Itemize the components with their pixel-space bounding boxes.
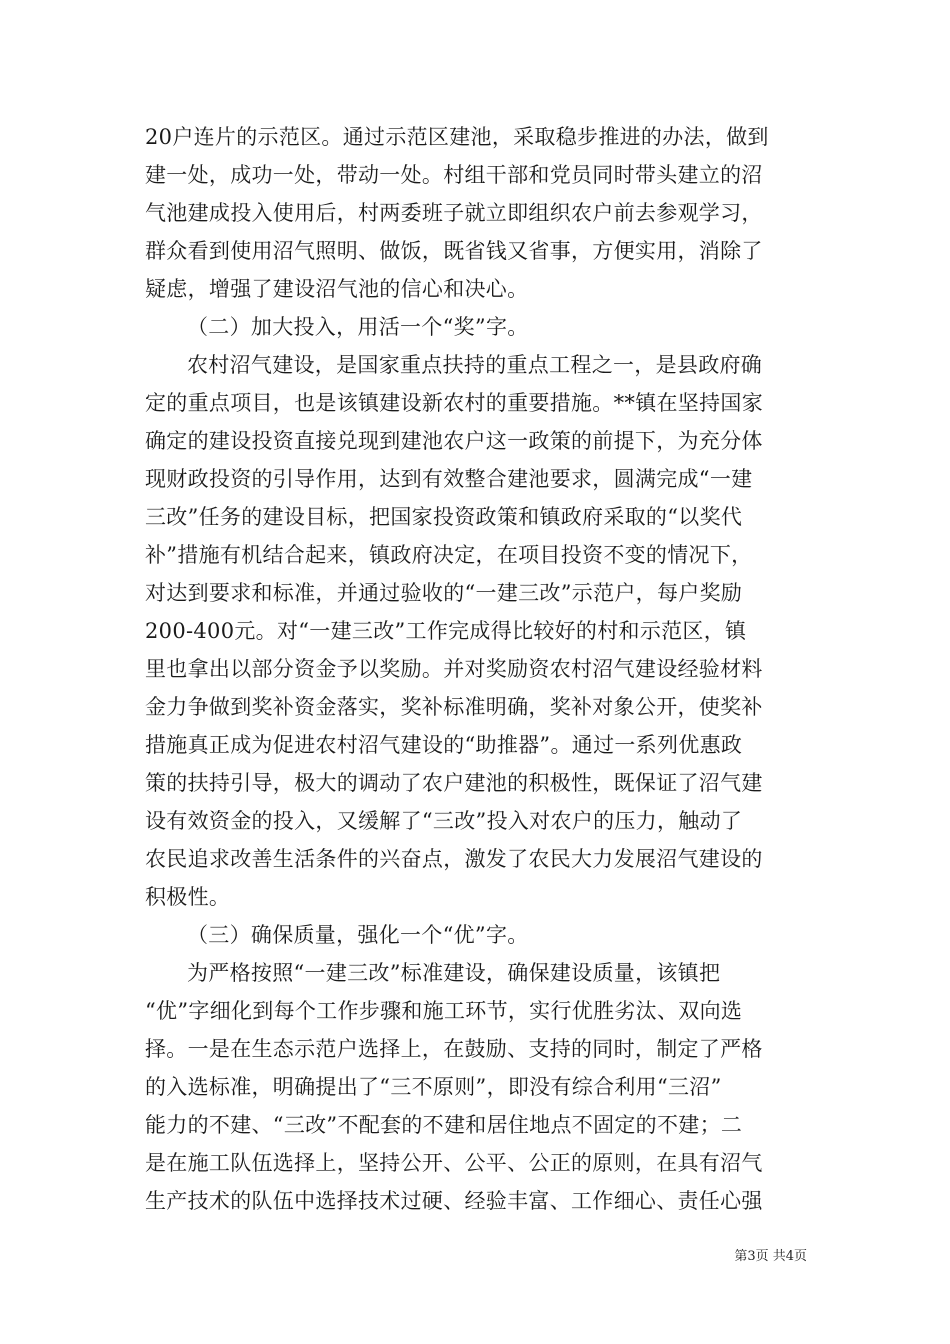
- text-line: “优”字细化到每个工作步骤和施工环节，实行优胜劣汰、双向选: [145, 999, 743, 1023]
- text-line: 现财政投资的引导作用，达到有效整合建池要求，圆满完成“一建: [145, 467, 753, 491]
- text-line: 设有效资金的投入，又缓解了“三改”投入对农户的压力，触动了: [145, 809, 743, 833]
- text-line: 生产技术的队伍中选择技术过硬、经验丰富、工作细心、责任心强: [145, 1189, 763, 1213]
- text-line: 积极性。: [145, 885, 231, 909]
- text-line: 确定的建设投资直接兑现到建池农户这一政策的前提下，为充分体: [145, 429, 763, 453]
- text-line: 疑虑，增强了建设沼气池的信心和决心。: [145, 277, 529, 301]
- text-line: 为严格按照“一建三改”标准建设，确保建设质量，该镇把: [187, 961, 721, 985]
- text-line: 对达到要求和标准，并通过验收的“一建三改”示范户，每户奖励: [145, 581, 743, 605]
- text-line: 措施真正成为促进农村沼气建设的“助推器”。通过一系列优惠政: [145, 733, 743, 757]
- text-line: 里也拿出以部分资金予以奖励。并对奖励资农村沼气建设经验材料: [145, 657, 763, 681]
- text-line: 补”措施有机结合起来，镇政府决定，在项目投资不变的情况下，: [145, 543, 753, 567]
- text-line: 建一处，成功一处，带动一处。村组干部和党员同时带头建立的沼: [145, 163, 763, 187]
- page-number: 第3页 共4页: [734, 1249, 807, 1264]
- text-line: 是在施工队伍选择上，坚持公开、公平、公正的原则，在具有沼气: [145, 1151, 763, 1175]
- text-line: 能力的不建、“三改”不配套的不建和居住地点不固定的不建；二: [145, 1113, 743, 1137]
- text-line: 策的扶持引导，极大的调动了农户建池的积极性，既保证了沼气建: [145, 771, 763, 795]
- paragraph-3: [145, 954, 810, 1220]
- paragraph-2: [145, 346, 810, 916]
- text-line: 金力争做到奖补资金落实，奖补标准明确，奖补对象公开，使奖补: [145, 695, 763, 719]
- text-line: 200-400元。对“一建三改”工作完成得比较好的村和示范区，镇: [145, 619, 747, 643]
- section-heading-2: （二）加大投入，用活一个“奖”字。: [187, 315, 529, 339]
- text-line: 三改”任务的建设目标，把国家投资政策和镇政府采取的“以奖代: [145, 505, 743, 529]
- text-line: 择。一是在生态示范户选择上，在鼓励、支持的同时，制定了严格: [145, 1037, 763, 1061]
- text-line: 定的重点项目，也是该镇建设新农村的重要措施。**镇在坚持国家: [145, 391, 763, 415]
- text-line: 群众看到使用沼气照明、做饭，既省钱又省事，方便实用，消除了: [145, 239, 763, 263]
- text-line: 农村沼气建设，是国家重点扶持的重点工程之一，是县政府确: [187, 353, 763, 377]
- text-line: 的入选标准，明确提出了“三不原则”，即没有综合利用“三沼”: [145, 1075, 722, 1099]
- paragraph-1: [145, 118, 810, 308]
- text-line: 20户连片的示范区。通过示范区建池，采取稳步推进的办法，做到: [145, 125, 769, 149]
- page-footer: [0, 1245, 950, 1264]
- text-line: 农民追求改善生活条件的兴奋点，激发了农民大力发展沼气建设的: [145, 847, 763, 871]
- section-heading-3: （三）确保质量，强化一个“优”字。: [187, 923, 529, 947]
- document-body: [145, 118, 810, 1220]
- text-line: 气池建成投入使用后，村两委班子就立即组织农户前去参观学习，: [145, 201, 763, 225]
